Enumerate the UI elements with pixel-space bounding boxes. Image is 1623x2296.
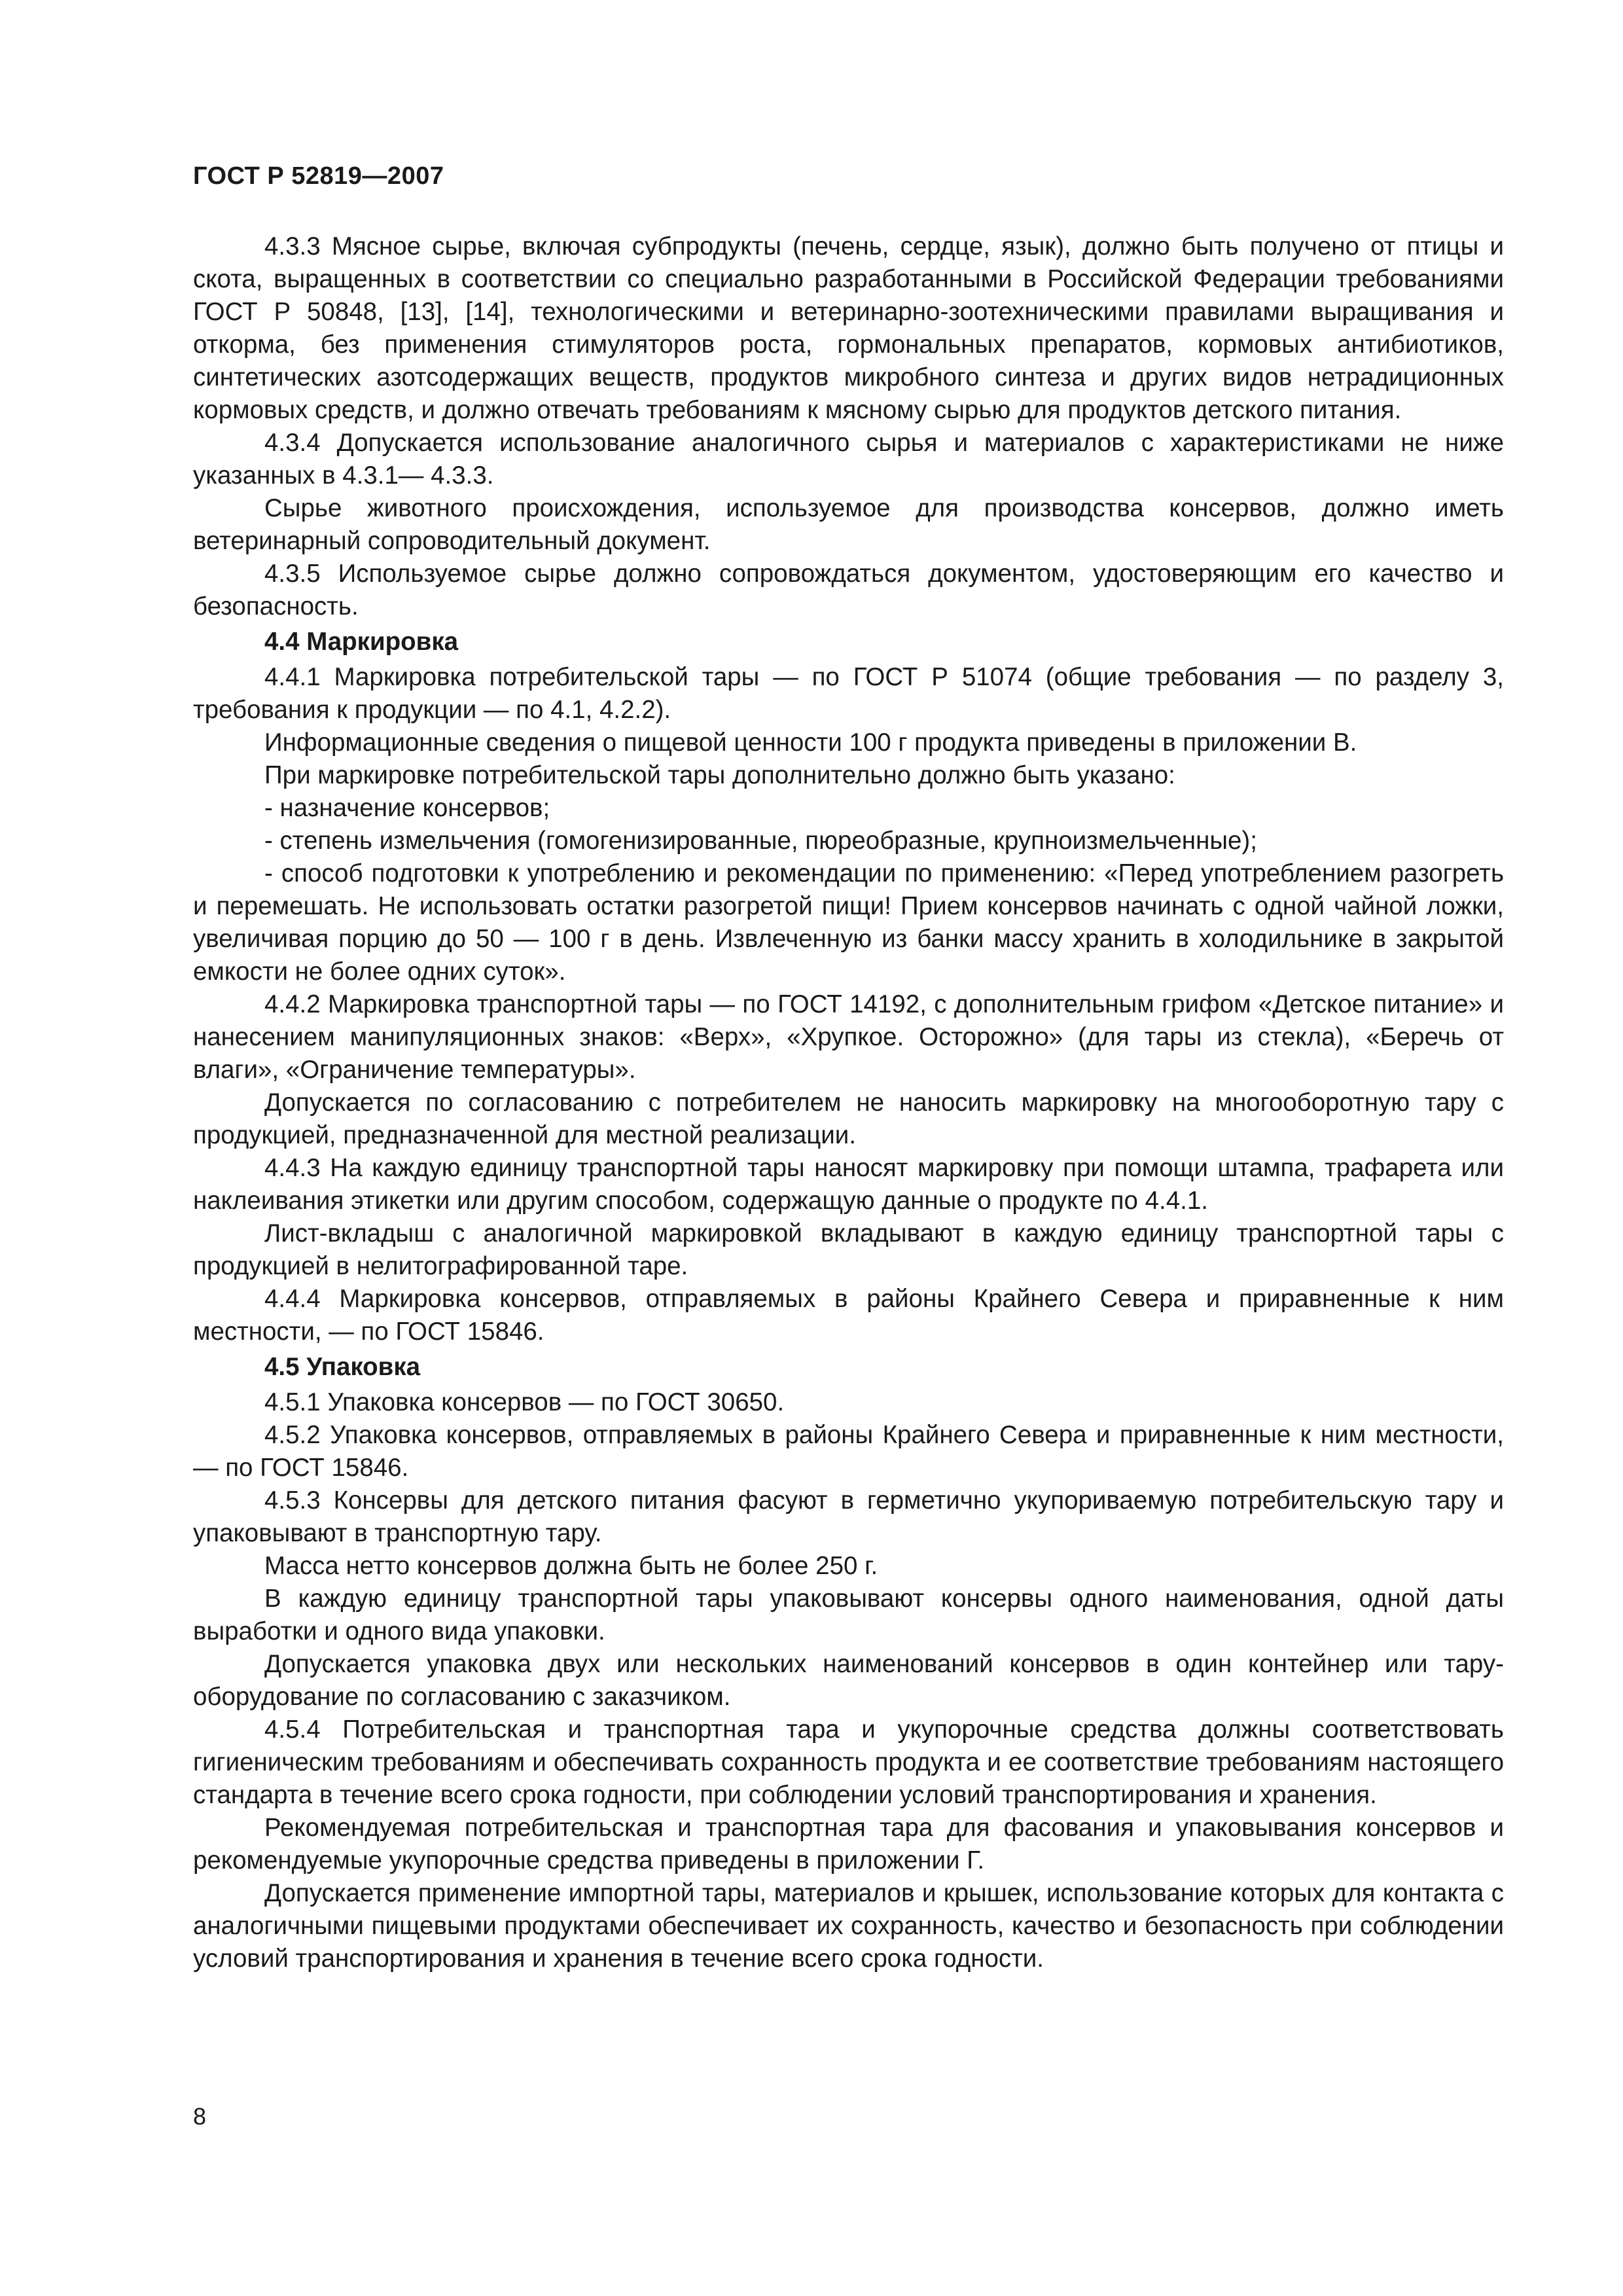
paragraph-imported: Допускается применение импортной тары, материалов и крышек, использование которых для контакта с аналогичными пищевыми продуктами обеспечивает их сохранность, качество и безопасность при соблюдении условий транспортирования и хранения в течение всего срока годности.: [193, 1879, 1504, 1973]
paragraph-4-3-4: 4.3.4 Допускается использование аналогичного сырья и материалов с характеристиками не ниже указанных в 4.3.1— 4.3.3.: [193, 429, 1504, 490]
document-body: [193, 230, 1504, 1975]
paragraph-4-5-3: 4.5.3 Консервы для детского питания фасуют в герметично укупориваемую потребительскую тару и упаковывают в транспортную тару.: [193, 1486, 1504, 1547]
document-header: ГОСТ Р 52819—2007: [193, 162, 444, 190]
page-number: 8: [193, 2103, 207, 2130]
section-heading-4-5: 4.5 Упаковка: [264, 1353, 420, 1381]
paragraph-one-name: В каждую единицу транспортной тары упаковывают консервы одного наименования, одной даты выработки и одного вида упаковки.: [193, 1585, 1504, 1645]
paragraph-4-4-1: 4.4.1 Маркировка потребительской тары — по ГОСТ Р 51074 (общие требования — по разделу 3, требования к продукции — по 4.1, 4.2.2).: [193, 663, 1504, 724]
paragraph-4-4-2: 4.4.2 Маркировка транспортной тары — по ГОСТ 14192, с дополнительным грифом «Детское питание» и нанесением манипуляционных знаков: «Верх», «Хрупкое. Осторожно» (для тары из стекла), «Беречь от влаги», «Ограничение температуры».: [193, 990, 1504, 1084]
paragraph-several: Допускается упаковка двух или нескольких наименований консервов в один контейнер или тару-оборудование по согласованию с заказчиком.: [193, 1650, 1504, 1711]
paragraph-net-mass: Масса нетто консервов должна быть не более 250 г.: [264, 1552, 878, 1580]
paragraph-4-3-3: 4.3.3 Мясное сырье, включая субпродукты (печень, сердце, язык), должно быть получено от птицы и скота, выращенных в соответствии со специально разработанными в Российской Федерации требованиями ГОСТ Р 50848, [13], [14], технологическими и ветеринарно-зоотехническими правилами выращивания и откорма, без применения стимуляторов роста, гормональных препаратов, кормовых антибиотиков, синтетических азотсодержащих веществ, продуктов микробного синтеза и других видов нетрадиционных кормовых средств, и должно отвечать требованиям к мясному сырью для продуктов детского питания.: [193, 232, 1504, 424]
list-item-method: - способ подготовки к употреблению и рекомендации по применению: «Перед употреблением разогреть и перемешать. Не использовать остатки разогретой пищи! Прием консервов начинать с одной чайной ложки, увеличивая порцию до 50 — 100 г в день. Извлеченную из банки массу хранить в холодильнике в закрытой емкости не более одних суток».: [193, 859, 1504, 986]
paragraph-4-4-4: 4.4.4 Маркировка консервов, отправляемых в районы Крайнего Севера и приравненные к ним местности, — по ГОСТ 15846.: [193, 1285, 1504, 1346]
paragraph-insert: Лист-вкладыш с аналогичной маркировкой вкладывают в каждую единицу транспортной тары с продукцией в нелитографированной таре.: [193, 1219, 1504, 1280]
list-item-purpose: - назначение консервов;: [264, 794, 550, 822]
paragraph-animal-origin: Сырье животного происхождения, используемое для производства консервов, должно иметь ветеринарный сопроводительный документ.: [193, 494, 1504, 555]
paragraph-reusable: Допускается по согласованию с потребителем не наносить маркировку на многооборотную тару с продукцией, предназначенной для местной реализации.: [193, 1088, 1504, 1149]
section-heading-4-4: 4.4 Маркировка: [264, 628, 459, 656]
paragraph-4-4-3: 4.4.3 На каждую единицу транспортной тары наносят маркировку при помощи штампа, трафарета или наклеивания этикетки или другим способом, содержащую данные о продукте по 4.4.1.: [193, 1154, 1504, 1215]
list-item-grind: - степень измельчения (гомогенизированные, пюреобразные, крупноизмельченные);: [264, 827, 1257, 855]
paragraph-additional: При маркировке потребительской тары дополнительно должно быть указано:: [264, 761, 1175, 789]
paragraph-4-5-2: 4.5.2 Упаковка консервов, отправляемых в районы Крайнего Севера и приравненные к ним местности, — по ГОСТ 15846.: [193, 1421, 1504, 1482]
paragraph-4-5-1: 4.5.1 Упаковка консервов — по ГОСТ 30650.: [264, 1388, 785, 1416]
paragraph-4-3-5: 4.3.5 Используемое сырье должно сопровождаться документом, удостоверяющим его качество и безопасность.: [193, 560, 1504, 620]
paragraph-recommended: Рекомендуемая потребительская и транспортная тара для фасования и упаковывания консервов и рекомендуемые укупорочные средства приведены в приложении Г.: [193, 1814, 1504, 1874]
paragraph-nutrition-info: Информационные сведения о пищевой ценности 100 г продукта приведены в приложении В.: [264, 728, 1357, 757]
paragraph-4-5-4: 4.5.4 Потребительская и транспортная тара и укупорочные средства должны соответствовать гигиеническим требованиям и обеспечивать сохранность продукта и ее соответствие требованиям настоящего стандарта в течение всего срока годности, при соблюдении условий транспортирования и хранения.: [193, 1715, 1504, 1809]
